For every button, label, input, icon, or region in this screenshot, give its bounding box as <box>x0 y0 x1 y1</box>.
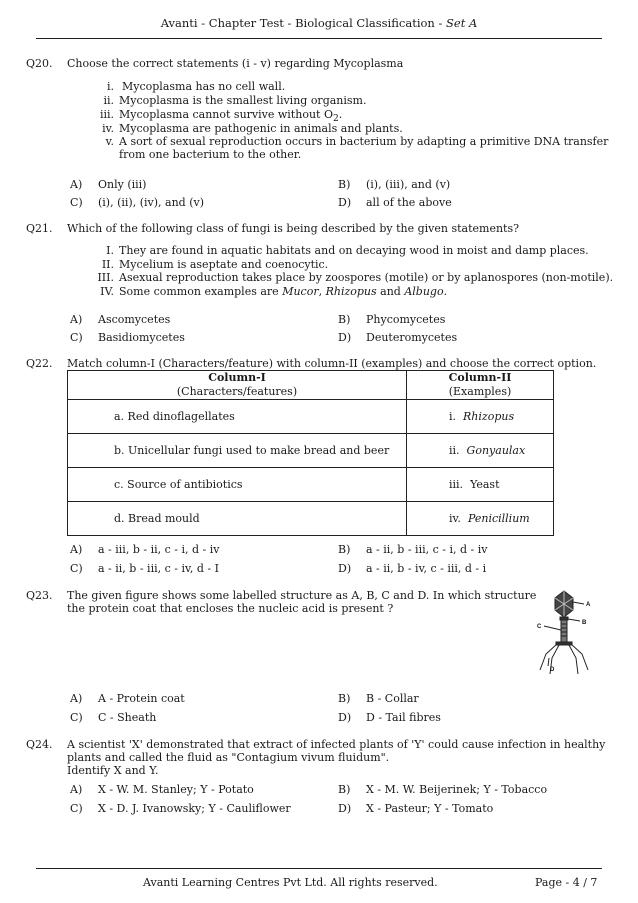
option-label: C) <box>70 562 83 575</box>
label-line-d <box>548 658 549 666</box>
row-number: iii. <box>449 477 464 491</box>
option-label: C) <box>70 196 83 209</box>
column-2-subtitle: (Examples) <box>448 385 512 398</box>
header-rule <box>36 38 602 39</box>
footer-copyright: Avanti Learning Centres Pvt Ltd. All rights reserved. <box>143 876 438 889</box>
option-label: B) <box>338 313 351 326</box>
row-right-cell <box>407 468 554 502</box>
example-rhizopus: Rhizopus <box>325 285 377 298</box>
option-label: D) <box>338 562 352 575</box>
question-number: Q23. <box>26 589 53 602</box>
option-label: C) <box>70 711 83 724</box>
base-plate <box>556 642 572 645</box>
column-1-subtitle: (Characters/features) <box>176 385 298 398</box>
option-c[interactable]: a - ii, b - iii, c - iv, d - I <box>98 562 219 575</box>
figure-label-b: B <box>582 620 587 626</box>
option-d[interactable]: all of the above <box>366 196 452 209</box>
option-d[interactable]: D - Tail fibres <box>366 711 441 724</box>
statement-number: iii. <box>99 108 114 121</box>
table-row <box>68 400 554 434</box>
column-2-header <box>407 371 554 400</box>
table-row <box>68 468 554 502</box>
statement-number: v. <box>105 135 114 148</box>
option-label: C) <box>70 331 83 344</box>
option-a[interactable]: Only (iii) <box>98 178 147 191</box>
column-2-title: Column-II <box>448 371 512 384</box>
option-d[interactable]: a - ii, b - iv, c - iii, d - i <box>366 562 487 575</box>
question-text: A scientist 'X' demonstrated that extract of infected plants of 'Y' could cause infection in healthy <box>67 738 606 751</box>
statement-number: III. <box>97 271 114 284</box>
option-a[interactable]: a - iii, b - ii, c - i, d - iv <box>98 543 220 556</box>
statement-text: Mycelium is aseptate and coenocytic. <box>119 258 329 271</box>
tail-fibre <box>571 644 588 670</box>
statement-number: ii. <box>103 94 114 107</box>
option-a[interactable]: A - Protein coat <box>98 692 185 705</box>
example-mucor: Mucor <box>282 285 319 298</box>
option-label: B) <box>338 692 351 705</box>
option-label: B) <box>338 783 351 796</box>
table-row <box>68 502 554 536</box>
question-text-continued: Identify X and Y. <box>67 764 159 777</box>
example-albugo: Albugo <box>404 285 444 298</box>
table-row <box>68 434 554 468</box>
question-text: Match column-I (Characters/feature) with column-II (examples) and choose the correct option. <box>67 357 597 370</box>
statement-text: A sort of sexual reproduction occurs in bacterium by adapting a primitive DNA transfer <box>119 135 609 148</box>
row-right-cell <box>407 400 554 434</box>
row-left-cell: a. Red dinoflagellates <box>68 400 407 434</box>
row-example: Gonyaulax <box>466 443 526 457</box>
statement-text: They are found in aquatic habitats and on decaying wood in moist and damp places. <box>119 244 589 257</box>
option-c[interactable]: C - Sheath <box>98 711 157 724</box>
option-b[interactable]: B - Collar <box>366 692 419 705</box>
option-b[interactable]: (i), (iii), and (v) <box>366 178 451 191</box>
option-label: C) <box>70 802 83 815</box>
statement-tail: . <box>338 108 343 121</box>
option-c[interactable]: X - D. J. Ivanowsky; Y - Cauliflower <box>98 802 291 815</box>
option-b[interactable]: Phycomycetes <box>366 313 446 326</box>
option-label: A) <box>70 543 83 556</box>
label-line-b <box>568 619 580 621</box>
statement-number: I. <box>106 244 114 257</box>
footer-page-number: Page - 4 / 7 <box>535 876 598 889</box>
question-text: The given figure shows some labelled structure as A, B, C and D. In which structure <box>67 589 537 602</box>
question-text-continued: the protein coat that encloses the nucleic acid is present ? <box>67 602 394 615</box>
page-header <box>0 16 638 30</box>
option-c[interactable]: (i), (ii), (iv), and (v) <box>98 196 204 209</box>
statement-number: i. <box>106 80 114 93</box>
row-number: i. <box>449 409 457 423</box>
statement-text: Mycoplasma has no cell wall. <box>122 80 286 93</box>
option-label: B) <box>338 178 351 191</box>
statement-text-continued: from one bacterium to the other. <box>119 148 302 161</box>
question-number: Q24. <box>26 738 53 751</box>
bacteriophage-figure <box>528 588 600 680</box>
row-example: Penicillium <box>467 511 530 525</box>
statement-number: IV. <box>100 285 114 298</box>
option-label: A) <box>70 783 83 796</box>
option-label: D) <box>338 802 352 815</box>
row-left-cell: c. Source of antibiotics <box>68 468 407 502</box>
question-number: Q22. <box>26 357 53 370</box>
question-text: Which of the following class of fungi is being described by the given statements? <box>67 222 520 235</box>
sheath <box>561 620 567 642</box>
option-d[interactable]: X - Pasteur; Y - Tomato <box>366 802 494 815</box>
option-label: A) <box>70 178 83 191</box>
option-label: D) <box>338 196 352 209</box>
column-1-title: Column-I <box>208 371 266 384</box>
label-line-c <box>544 626 561 630</box>
figure-label-c: C <box>537 624 542 630</box>
row-right-cell <box>407 434 554 468</box>
figure-label-a: A <box>586 602 591 608</box>
row-example: Rhizopus <box>463 409 515 423</box>
option-label: D) <box>338 711 352 724</box>
row-number: iv. <box>449 511 461 525</box>
option-d[interactable]: Deuteromycetes <box>366 331 458 344</box>
row-example: Yeast <box>470 477 500 491</box>
statement-main: Mycoplasma cannot survive without O <box>119 108 333 121</box>
question-text: Choose the correct statements (i - v) regarding Mycoplasma <box>67 57 404 70</box>
label-line-a <box>573 602 584 604</box>
separator: , <box>318 285 326 298</box>
option-label: B) <box>338 543 351 556</box>
option-a[interactable]: X - W. M. Stanley; Y - Potato <box>98 783 254 796</box>
match-table <box>67 370 554 536</box>
footer-rule <box>36 868 602 869</box>
option-label: D) <box>338 331 352 344</box>
separator: and <box>376 285 405 298</box>
option-b[interactable]: X - M. W. Beijerinek; Y - Tobacco <box>366 783 548 796</box>
row-left-cell: b. Unicellular fungi used to make bread and beer <box>68 434 407 468</box>
tail-fibre <box>540 644 557 670</box>
question-number: Q20. <box>26 57 53 70</box>
option-label: A) <box>70 692 83 705</box>
option-a[interactable]: Ascomycetes <box>98 313 171 326</box>
statement-main: Some common examples are <box>119 285 283 298</box>
option-b[interactable]: a - ii, b - iii, c - i, d - iv <box>366 543 488 556</box>
statement-number: iv. <box>102 122 114 135</box>
statement-number: II. <box>101 258 114 271</box>
statement-text: Mycoplasma are pathogenic in animals and plants. <box>119 122 403 135</box>
statement-text: Mycoplasma is the smallest living organism. <box>119 94 367 107</box>
header-text: Avanti - Chapter Test - Biological Classification - <box>160 16 447 30</box>
option-c[interactable]: Basidiomycetes <box>98 331 185 344</box>
option-label: A) <box>70 313 83 326</box>
row-right-cell <box>407 502 554 536</box>
row-number: ii. <box>449 443 460 457</box>
header-set: Set A <box>446 16 478 30</box>
separator: . <box>443 285 448 298</box>
column-1-header <box>68 371 407 400</box>
statement-text: Asexual reproduction takes place by zoospores (motile) or by aplanospores (non-motile). <box>119 271 614 284</box>
figure-label-d: D <box>550 667 555 673</box>
row-left-cell: d. Bread mould <box>68 502 407 536</box>
question-number: Q21. <box>26 222 53 235</box>
question-text-continued: plants and called the fluid as "Contagium vivum fluidum". <box>67 751 390 764</box>
subscript-2: 2 <box>332 113 339 125</box>
statement-text <box>119 285 447 299</box>
